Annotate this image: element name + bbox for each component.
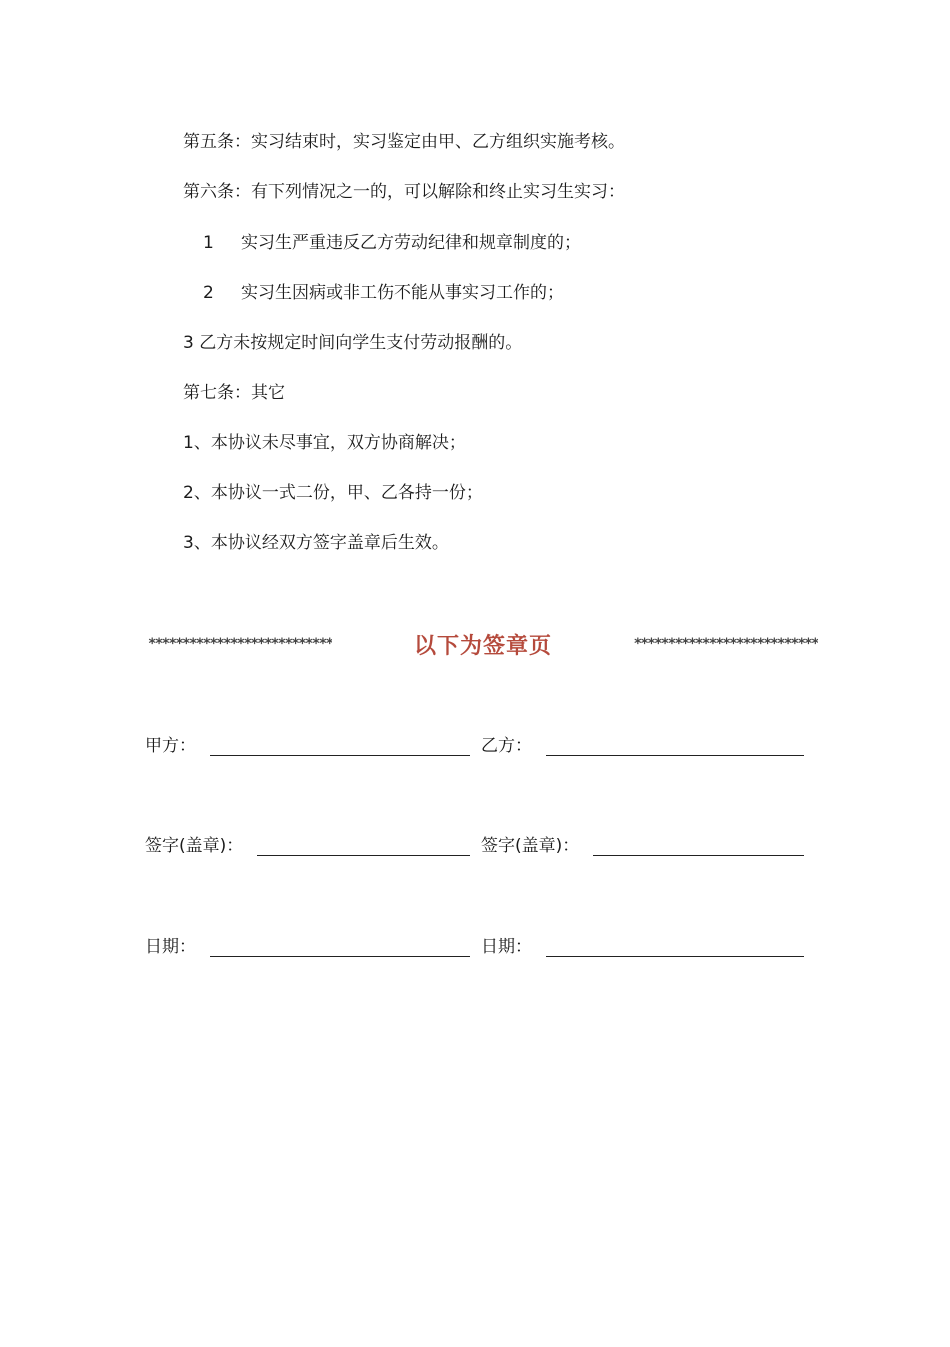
article-6-item-3: 3 乙方未按规定时间向学生支付劳动报酬的。: [183, 333, 523, 353]
divider-stars-right: ***************************: [633, 636, 818, 652]
divider-stars-left: ***************************: [148, 636, 333, 652]
article-7: 第七条：其它: [183, 383, 285, 403]
party-b-label: 乙方：: [481, 736, 532, 756]
sign-a-label: 签字(盖章)：: [145, 836, 244, 856]
sign-b-field[interactable]: [593, 835, 804, 856]
date-a-field[interactable]: [210, 936, 470, 957]
date-b-field[interactable]: [546, 936, 804, 957]
article-6-item-1: [203, 231, 581, 255]
party-b-row: [481, 730, 804, 758]
article-6-item-2: [203, 281, 564, 305]
article-7-item-2: 2、本协议一式二份，甲、乙各持一份；: [183, 483, 483, 503]
divider-title: 以下为签章页: [413, 633, 552, 659]
article-7-item-3: 3、本协议经双方签字盖章后生效。: [183, 533, 449, 553]
item-number: 2: [203, 283, 214, 303]
signature-page-divider: [148, 624, 818, 664]
item-text: 实习生严重违反乙方劳动纪律和规章制度的；: [241, 233, 581, 253]
article-6: 第六条：有下列情况之一的，可以解除和终止实习生实习：: [183, 182, 625, 202]
sign-a-row: [145, 830, 470, 858]
article-7-item-1: 1、本协议未尽事宜，双方协商解决；: [183, 433, 466, 453]
item-text: 实习生因病或非工伤不能从事实习工作的；: [241, 283, 564, 303]
sign-b-label: 签字(盖章)：: [481, 836, 580, 856]
sign-a-field[interactable]: [257, 835, 470, 856]
date-b-row: [481, 931, 804, 959]
article-5: 第五条：实习结束时，实习鉴定由甲、乙方组织实施考核。: [183, 132, 625, 152]
date-a-row: [145, 931, 470, 959]
party-a-field[interactable]: [210, 735, 470, 756]
item-number: 1: [203, 233, 214, 253]
date-b-label: 日期：: [481, 937, 532, 957]
party-a-row: [145, 730, 470, 758]
sign-b-row: [481, 830, 804, 858]
party-b-field[interactable]: [546, 735, 804, 756]
party-a-label: 甲方：: [145, 736, 196, 756]
date-a-label: 日期：: [145, 937, 196, 957]
